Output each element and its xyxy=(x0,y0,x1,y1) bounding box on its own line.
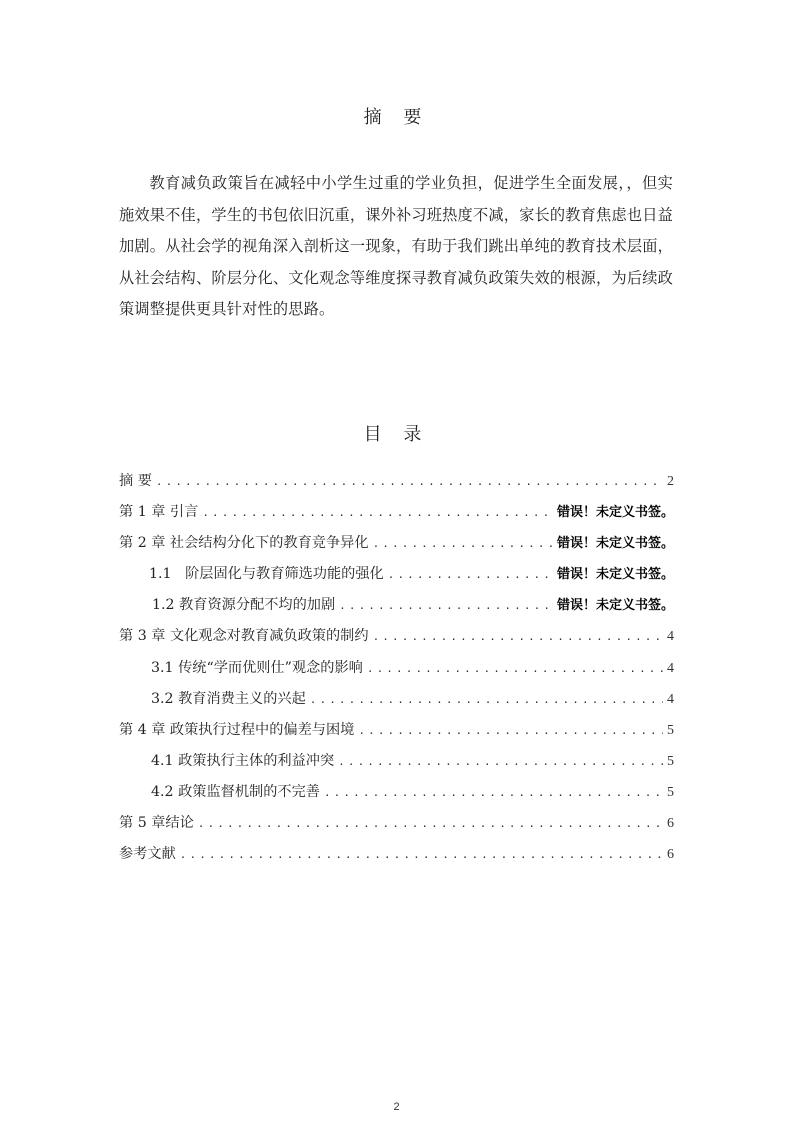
toc-entry-page: 5 xyxy=(667,722,674,738)
toc-leader-dots xyxy=(373,630,663,643)
toc-leader-dots xyxy=(180,848,663,861)
toc-entry-chapter-2[interactable] xyxy=(119,532,674,563)
toc-entry-page: 6 xyxy=(667,847,674,863)
toc-leader-dots xyxy=(338,755,663,768)
toc-entry-page: 4 xyxy=(667,691,674,707)
toc-entry-label: 3.1 传统“学而优则仕”观念的影响 xyxy=(151,659,363,676)
toc-leader-dots xyxy=(367,662,663,675)
toc-entry-section-4-2[interactable] xyxy=(119,781,674,812)
toc-entry-label: 第 3 章 文化观念对教育减负政策的制约 xyxy=(119,628,369,645)
toc-entry-label: 4.2 政策监督机制的不完善 xyxy=(151,783,320,800)
toc-entry-page: 6 xyxy=(667,816,674,832)
toc-leader-dots xyxy=(339,599,553,612)
toc-leader-dots xyxy=(310,693,663,706)
toc-entry-label: 3.2 教育消费主义的兴起 xyxy=(151,690,306,707)
table-of-contents xyxy=(119,470,674,874)
toc-leader-dots xyxy=(358,724,663,737)
toc-entry-section-1-2[interactable] xyxy=(119,594,674,625)
toc-entry-page: 2 xyxy=(667,474,674,489)
toc-bookmark-error: 错误！未定义书签。 xyxy=(556,567,674,583)
abstract-body: 教育减负政策旨在减轻中小学生过重的学业负担，促进学生全面发展，，但实施效果不佳，学生的书包依旧沉重，课外补习班热度不减，家长的教育焦虑也日益加剧。从社会学的视角深入剖析这一现象，有助于我们跳出单纯的教育技术层面，从社会结构、阶层分化、文化观念等维度探寻教育减负政策失效的根源，为后续政策调整提供更具针对性的思路。 xyxy=(119,174,673,318)
toc-entry-label: 第 2 章 社会结构分化下的教育竞争异化 xyxy=(119,535,369,552)
toc-entry-references[interactable] xyxy=(119,843,674,874)
toc-entry-section-1-1[interactable] xyxy=(119,563,674,594)
toc-leader-dots xyxy=(324,786,663,799)
toc-bookmark-error: 错误！未定义书签。 xyxy=(556,505,674,521)
toc-entry-page: 4 xyxy=(667,660,674,676)
toc-entry-page: 5 xyxy=(667,784,674,800)
toc-title: 目 录 xyxy=(363,424,430,445)
toc-entry-chapter-3[interactable] xyxy=(119,625,674,656)
toc-entry-chapter-5[interactable] xyxy=(119,812,674,843)
toc-leader-dots xyxy=(198,817,663,830)
page-number: 2 xyxy=(393,1101,400,1113)
toc-leader-dots xyxy=(202,506,553,519)
toc-leader-dots xyxy=(388,568,553,581)
toc-entry-section-3-2[interactable] xyxy=(119,688,674,719)
toc-leader-dots xyxy=(156,475,663,488)
toc-leader-dots xyxy=(373,537,553,550)
toc-entry-label: 参考文献 xyxy=(119,846,176,863)
toc-entry-page: 4 xyxy=(667,629,674,645)
toc-entry-label: 第 5 章结论 xyxy=(119,815,194,832)
toc-bookmark-error: 错误！未定义书签。 xyxy=(556,598,674,614)
toc-entry-section-3-1[interactable] xyxy=(119,657,674,688)
toc-entry-chapter-1[interactable] xyxy=(119,501,674,532)
toc-bookmark-error: 错误！未定义书签。 xyxy=(556,536,674,552)
toc-entry-label: 1.2 教育资源分配不均的加剧 xyxy=(152,597,336,614)
toc-entry-page: 5 xyxy=(667,753,674,769)
toc-entry-label: 1.1 阶层固化与教育筛选功能的强化 xyxy=(149,566,384,583)
abstract-title: 摘 要 xyxy=(363,107,430,128)
toc-entry-abstract[interactable] xyxy=(119,470,674,501)
toc-entry-label: 摘 要 xyxy=(119,473,152,489)
toc-entry-section-4-1[interactable] xyxy=(119,750,674,781)
toc-entry-chapter-4[interactable] xyxy=(119,719,674,750)
toc-entry-label: 4.1 政策执行主体的利益冲突 xyxy=(151,752,335,769)
toc-entry-label: 第 4 章 政策执行过程中的偏差与困境 xyxy=(119,721,355,738)
toc-entry-label: 第 1 章 引言 xyxy=(119,504,199,521)
